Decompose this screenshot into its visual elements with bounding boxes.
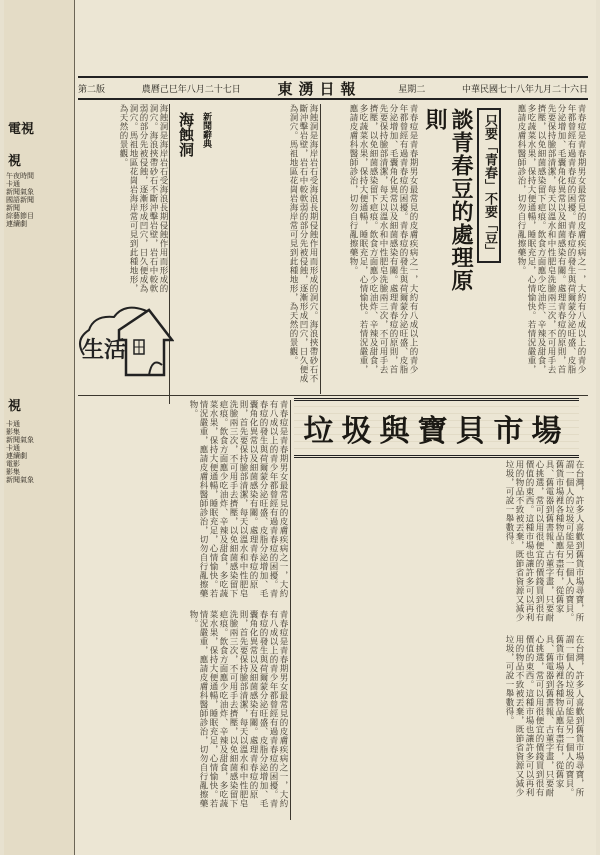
tv-item: 新聞氣象 <box>6 436 34 444</box>
column-body-left: 海蝕洞是海岸岩石受海浪長期侵蝕作用而形成的洞穴。海浪挾帶砂石不斷沖擊岩壁，岩石中較軟弱的部分先被侵蝕，逐漸形成凹穴，日久便成為洞穴。馬祖地區花崗岩海岸常可見到此種地形，為天然的景觀。 <box>118 104 168 293</box>
life-logo-text: 生活 <box>82 337 127 363</box>
feature-body: 在台灣，許多人喜歡到舊貨市場尋寶，所謂一個人的垃圾可能是另一個人的寶貝。舊貨市場裡各種物品應有盡有，從舊家具、舊電器到舊書報、古董字畫，只要耐心挑選，常可以用很便宜的價錢買到很有價值的東西。這種市場也讓許多可以再利用的物品不致被丟棄，既節省資源又減少垃圾，可說一舉數得。 <box>504 460 584 622</box>
life-section-logo <box>64 285 174 385</box>
tv-listing-sidebar <box>4 0 75 855</box>
lead-headline: 談青春豆的處理原則 <box>422 108 474 292</box>
tv-item: 卡通 <box>6 444 20 452</box>
tv-item: 連續劇 <box>6 220 27 228</box>
lower-left-body: 青春痘是青春期男女最常見的皮膚疾病之一，大約有八成以上的青少年都曾經有過青春痘的困擾。青春痘的發生與荷爾蒙分泌旺盛、皮脂分泌增加、毛囊角化異常以及細菌感染有關。處理青春痘的原則，首先要保持臉部清潔，每天以溫水和中性肥皂洗臉兩三次，不可用手去擠壓，以免細菌感染留下疤痕。飲食方面應少吃油炸、辛辣及甜食，多吃蔬菜水果，保持大便通暢，睡眠充足，心情愉快。若情況嚴重，應請皮膚科醫師診治，切勿自行亂擦藥物。 <box>188 400 288 598</box>
tv-listing-block-2 <box>6 420 70 484</box>
tv-item: 午夜時間 <box>6 172 34 180</box>
tv-listing-block-1 <box>6 172 70 228</box>
tv-item: 新聞氣象 <box>6 188 34 196</box>
tv-subheading: 視 <box>8 154 22 169</box>
lead-article-body-cont: 青春痘是青春期男女最常見的皮膚疾病之一，大約有八成以上的青少年都曾經有過青春痘的困擾。青春痘的發生與荷爾蒙分泌旺盛、皮脂分泌增加、毛囊角化異常以及細菌感染有關。處理青春痘的原則，首先要保持臉部清潔，每天以溫水和中性肥皂洗臉兩三次，不可用手去擠壓，以免細菌感染留下疤痕。飲食方面應少吃油炸、辛辣及甜食，多吃蔬菜水果，保持大便通暢，睡眠充足，心情愉快。若情況嚴重，應請皮膚科醫師診治，切勿自行亂擦藥物。 <box>516 104 586 374</box>
lead-kicker: 只要「青春」不要「豆」 <box>477 108 501 263</box>
newspaper-title: 東湧日報 <box>277 79 362 98</box>
lunar-date: 農曆己巳年八月二十七日 <box>141 84 241 95</box>
tv-item: 新聞氣象 <box>6 476 34 484</box>
feature-banner: 垃圾與寶貝市場 <box>294 398 579 458</box>
column-rule <box>290 400 291 820</box>
feature-body-cont: 在台灣，許多人喜歡到舊貨市場尋寶，所謂一個人的垃圾可能是另一個人的寶貝。舊貨市場裡各種物品應有盡有，從舊家具、舊電器到舊書報、古董字畫，只要耐心挑選，常可以用很便宜的價錢買到很有價值的東西。這種市場也讓許多可以再利用的物品不致被丟棄，既節省資源又減少垃圾，可說一舉數得。 <box>504 635 584 797</box>
tv-item: 新聞 <box>6 204 20 212</box>
tv-item: 影集 <box>6 428 20 436</box>
tv-subheading-2: 視 <box>8 399 22 414</box>
tv-heading: 電視 <box>8 122 35 137</box>
masthead <box>78 76 588 100</box>
lead-article-body: 青春痘是青春期男女最常見的皮膚疾病之一，大約有八成以上的青少年都曾經有過青春痘的困擾。青春痘的發生與荷爾蒙分泌旺盛、皮脂分泌增加、毛囊角化異常以及細菌感染有關。處理青春痘的原則，首先要保持臉部清潔，每天以溫水和中性肥皂洗臉兩三次，不可用手去擠壓，以免細菌感染留下疤痕。飲食方面應少吃油炸、辛辣及甜食，多吃蔬菜水果，保持大便通暢，睡眠充足，心情愉快。若情況嚴重，應請皮膚科醫師診治，切勿自行亂擦藥物。 <box>348 104 418 374</box>
section-rule <box>78 395 588 396</box>
tv-item: 卡通 <box>6 180 20 188</box>
column-title: 海蝕洞 <box>177 112 195 157</box>
issue-date: 中華民國七十八年九月二十六日 <box>461 84 588 95</box>
tv-item: 卡通 <box>6 420 20 428</box>
tv-item: 電影 <box>6 460 20 468</box>
column-body: 海蝕洞是海岸岩石受海浪長期侵蝕作用而形成的洞穴。海浪挾帶砂石不斷沖擊岩壁，岩石中較軟弱的部分先被侵蝕，逐漸形成凹穴，日久便成為洞穴。馬祖地區花崗岩海岸常可見到此種地形，為天然的景觀。 <box>288 104 318 383</box>
lower-left-body-cont: 青春痘是青春期男女最常見的皮膚疾病之一，大約有八成以上的青少年都曾經有過青春痘的困擾。青春痘的發生與荷爾蒙分泌旺盛、皮脂分泌增加、毛囊角化異常以及細菌感染有關。處理青春痘的原則，首先要保持臉部清潔，每天以溫水和中性肥皂洗臉兩三次，不可用手去擠壓，以免細菌感染留下疤痕。飲食方面應少吃油炸、辛辣及甜食，多吃蔬菜水果，保持大便通暢，睡眠充足，心情愉快。若情況嚴重，應請皮膚科醫師診治，切勿自行亂擦藥物。 <box>188 610 288 808</box>
tv-item: 國語新聞 <box>6 196 34 204</box>
column-rule <box>320 104 321 394</box>
tv-item: 連續劇 <box>6 452 27 460</box>
tv-item: 影集 <box>6 468 20 476</box>
newspaper-page <box>4 0 596 855</box>
weekday: 星期二 <box>398 84 426 95</box>
column-label: 新聞辭典 <box>201 112 211 148</box>
tv-item: 綜藝節目 <box>6 212 34 220</box>
page-number: 第二版 <box>78 84 106 95</box>
